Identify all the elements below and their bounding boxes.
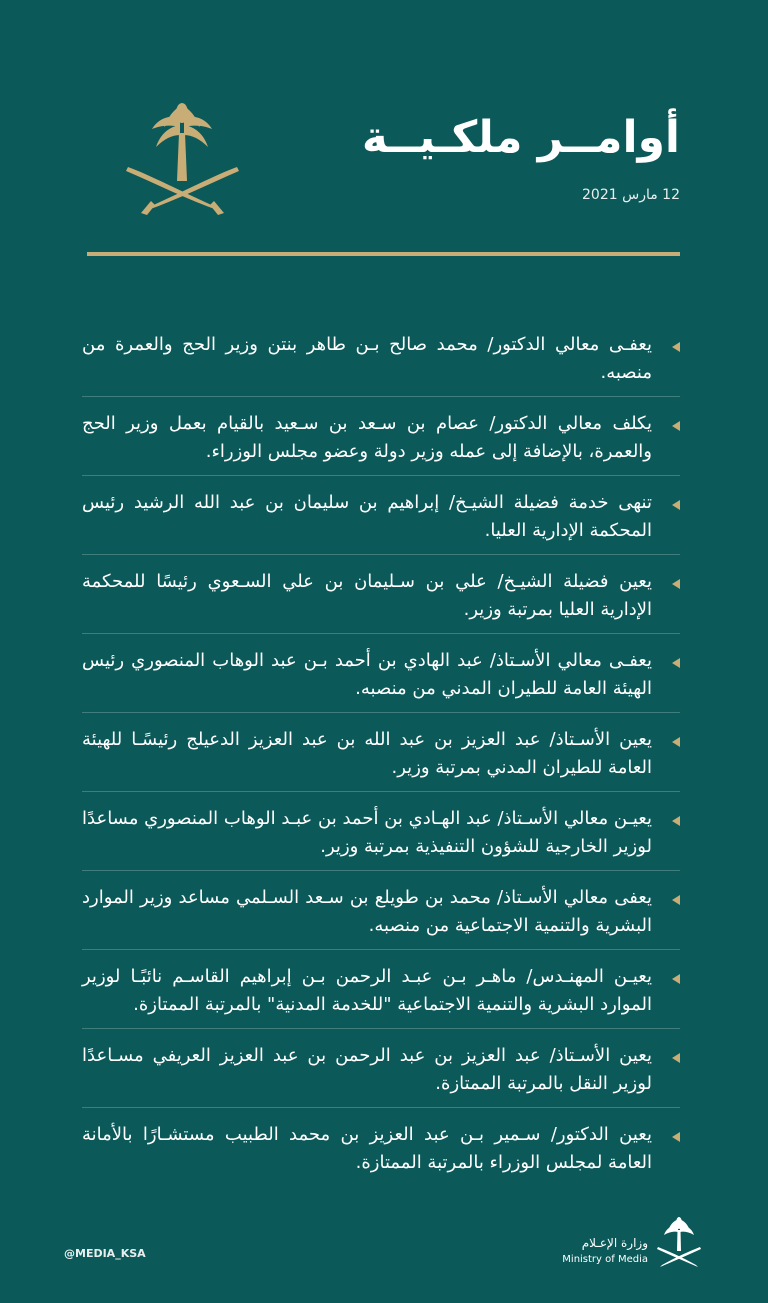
order-text: يعيـن المهنـدس/ ماهـر بـن عبـد الرحمن بـن إبراهيم القاسـم نائبًـا لوزير الموارد البشرية والتنمية الاجتماعية "للخدمة المدنية" بالمرتبة الممتازة. [82, 966, 652, 1015]
bullet-triangle-icon [672, 816, 680, 826]
order-text: يعفـى معالي الدكتور/ محمد صالح بـن طاهر بنتن وزير الحج والعمرة من منصبه. [82, 334, 652, 383]
bullet-triangle-icon [672, 421, 680, 431]
ministry-emblem-icon [654, 1215, 704, 1270]
order-text: يعين الدكتور/ سـمير بـن عبد العزيز بن محمد الطبيب مستشـارًا بالأمانة العامة لمجلس الوزراء بالمرتبة الممتازة. [82, 1124, 652, 1173]
publication-date: 12 مارس 2021 [582, 187, 680, 203]
order-text: تنهى خدمة فضيلة الشيـخ/ إبراهيم بن سليمان بن عبد الله الرشيد رئيس المحكمة الإدارية العليا. [82, 492, 652, 541]
ministry-name-english: Ministry of Media [562, 1254, 648, 1265]
order-text: يعين الأسـتاذ/ عبد العزيز بن عبد الرحمن بن عبد العزيز العريفي مسـاعدًا لوزير النقل بالمرتبة الممتازة. [82, 1045, 652, 1094]
list-item [82, 950, 680, 1029]
list-item [82, 1029, 680, 1108]
order-text: يعفى معالي الأسـتاذ/ محمد بن طويلع بن سـعد السـلمي مساعد وزير الموارد البشرية والتنمية الاجتماعية من منصبه. [82, 887, 652, 936]
bullet-triangle-icon [672, 658, 680, 668]
bullet-triangle-icon [672, 1132, 680, 1142]
order-text: يعيـن معالي الأسـتاذ/ عبد الهـادي بن أحمد بن عبـد الوهاب المنصوري مساعدًا لوزير الخارجية للشؤون التنفيذية بمرتبة وزير. [82, 808, 652, 857]
list-item [82, 792, 680, 871]
royal-orders-list [82, 318, 680, 1186]
social-handle: @MEDIA_KSA [64, 1247, 146, 1260]
order-text: يعين الأسـتاذ/ عبد العزيز بن عبد الله بن عبد العزيز الدعيلج رئيسًـا للهيئة العامة للطيران المدني بمرتبة وزير. [82, 729, 652, 778]
saudi-emblem-icon [120, 95, 245, 220]
header-divider [87, 252, 680, 256]
page-title: أوامــر ملكـيــة [361, 112, 680, 163]
order-text: يكلف معالي الدكتور/ عصام بن سـعد بن سـعيد بالقيام بعمل وزير الحج والعمرة، بالإضافة إلى عمله وزير دولة وعضو مجلس الوزراء. [82, 413, 652, 462]
list-item [82, 713, 680, 792]
order-text: يعين فضيلة الشيـخ/ علي بن سـليمان بن علي السـعوي رئيسًا للمحكمة الإدارية العليا بمرتبة وزير. [82, 571, 652, 620]
bullet-triangle-icon [672, 342, 680, 352]
order-text: يعفـى معالي الأسـتاذ/ عبد الهادي بن أحمد بـن عبد الوهاب المنصوري رئيس الهيئة العامة للطيران المدني من منصبه. [82, 650, 652, 699]
bullet-triangle-icon [672, 974, 680, 984]
list-item [82, 555, 680, 634]
bullet-triangle-icon [672, 737, 680, 747]
ministry-name-arabic: وزارة الإعـلام [581, 1236, 648, 1250]
bullet-triangle-icon [672, 895, 680, 905]
list-item [82, 634, 680, 713]
list-item [82, 318, 680, 397]
bullet-triangle-icon [672, 500, 680, 510]
bullet-triangle-icon [672, 1053, 680, 1063]
list-item [82, 476, 680, 555]
list-item [82, 1108, 680, 1186]
list-item [82, 871, 680, 950]
list-item [82, 397, 680, 476]
bullet-triangle-icon [672, 579, 680, 589]
